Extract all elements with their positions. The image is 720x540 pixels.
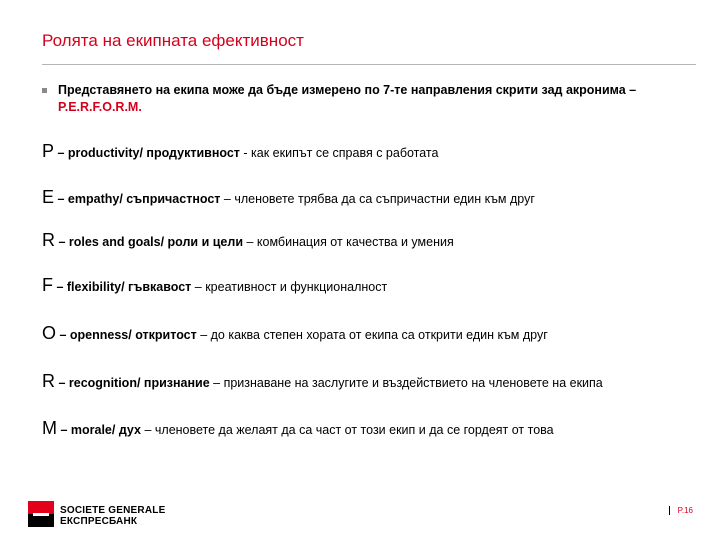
list-item (42, 418, 554, 439)
item-description: – креативност и функционалност (191, 280, 388, 294)
bank-name (60, 505, 165, 527)
item-description: – членовете да желаят да са част от този екип и да се гордеят от това (140, 423, 554, 437)
item-description: – комбинация от качества и умения (243, 235, 454, 249)
item-letter: P (42, 141, 55, 161)
page-number-text: P.16 (677, 506, 693, 515)
item-letter: R (42, 230, 55, 250)
item-letter: R (42, 371, 55, 391)
item-keyword: – recognition/ признание (55, 376, 210, 390)
item-letter: M (42, 418, 57, 438)
list-item (42, 275, 387, 296)
intro-paragraph (42, 82, 682, 116)
item-letter: E (42, 187, 55, 207)
list-item (42, 141, 438, 162)
list-item (42, 371, 603, 392)
item-keyword: – flexibility/ гъвкавост (53, 280, 192, 294)
item-keyword: – roles and goals/ роли и цели (55, 235, 244, 249)
item-description: – признаване на заслугите и въздействието на членовете на екипа (209, 376, 603, 390)
list-item (42, 187, 535, 208)
square-bullet-icon (42, 88, 47, 93)
intro-text: Представянето на екипа може да бъде измерено по 7-те направления скрити зад акронима – (58, 83, 637, 97)
item-description: - как екипът се справя с работата (239, 146, 439, 160)
item-letter: F (42, 275, 53, 295)
separator-bar (669, 506, 670, 515)
item-letter: O (42, 323, 57, 343)
item-keyword: – openness/ откритост (56, 328, 197, 342)
bank-logo-icon (28, 501, 54, 527)
item-description: – до каква степен хората от екипа са открити един към друг (196, 328, 548, 342)
item-keyword: – morale/ дух (57, 423, 141, 437)
page-title: Ролята на екипната ефективност (42, 31, 304, 50)
brand-line-1: SOCIETE GENERALE (60, 505, 166, 516)
list-item (42, 323, 548, 344)
item-keyword: – productivity/ продуктивност (54, 146, 240, 160)
title-divider (42, 64, 696, 65)
item-description: – членовете трябва да са съпричастни един към друг (220, 192, 535, 206)
item-keyword: – empathy/ съпричастност (54, 192, 221, 206)
intro-acronym: P.E.R.F.O.R.M. (58, 100, 142, 114)
page-number (669, 506, 693, 515)
brand-line-2: ЕКСПРЕСБАНК (60, 516, 138, 527)
list-item (42, 230, 454, 251)
